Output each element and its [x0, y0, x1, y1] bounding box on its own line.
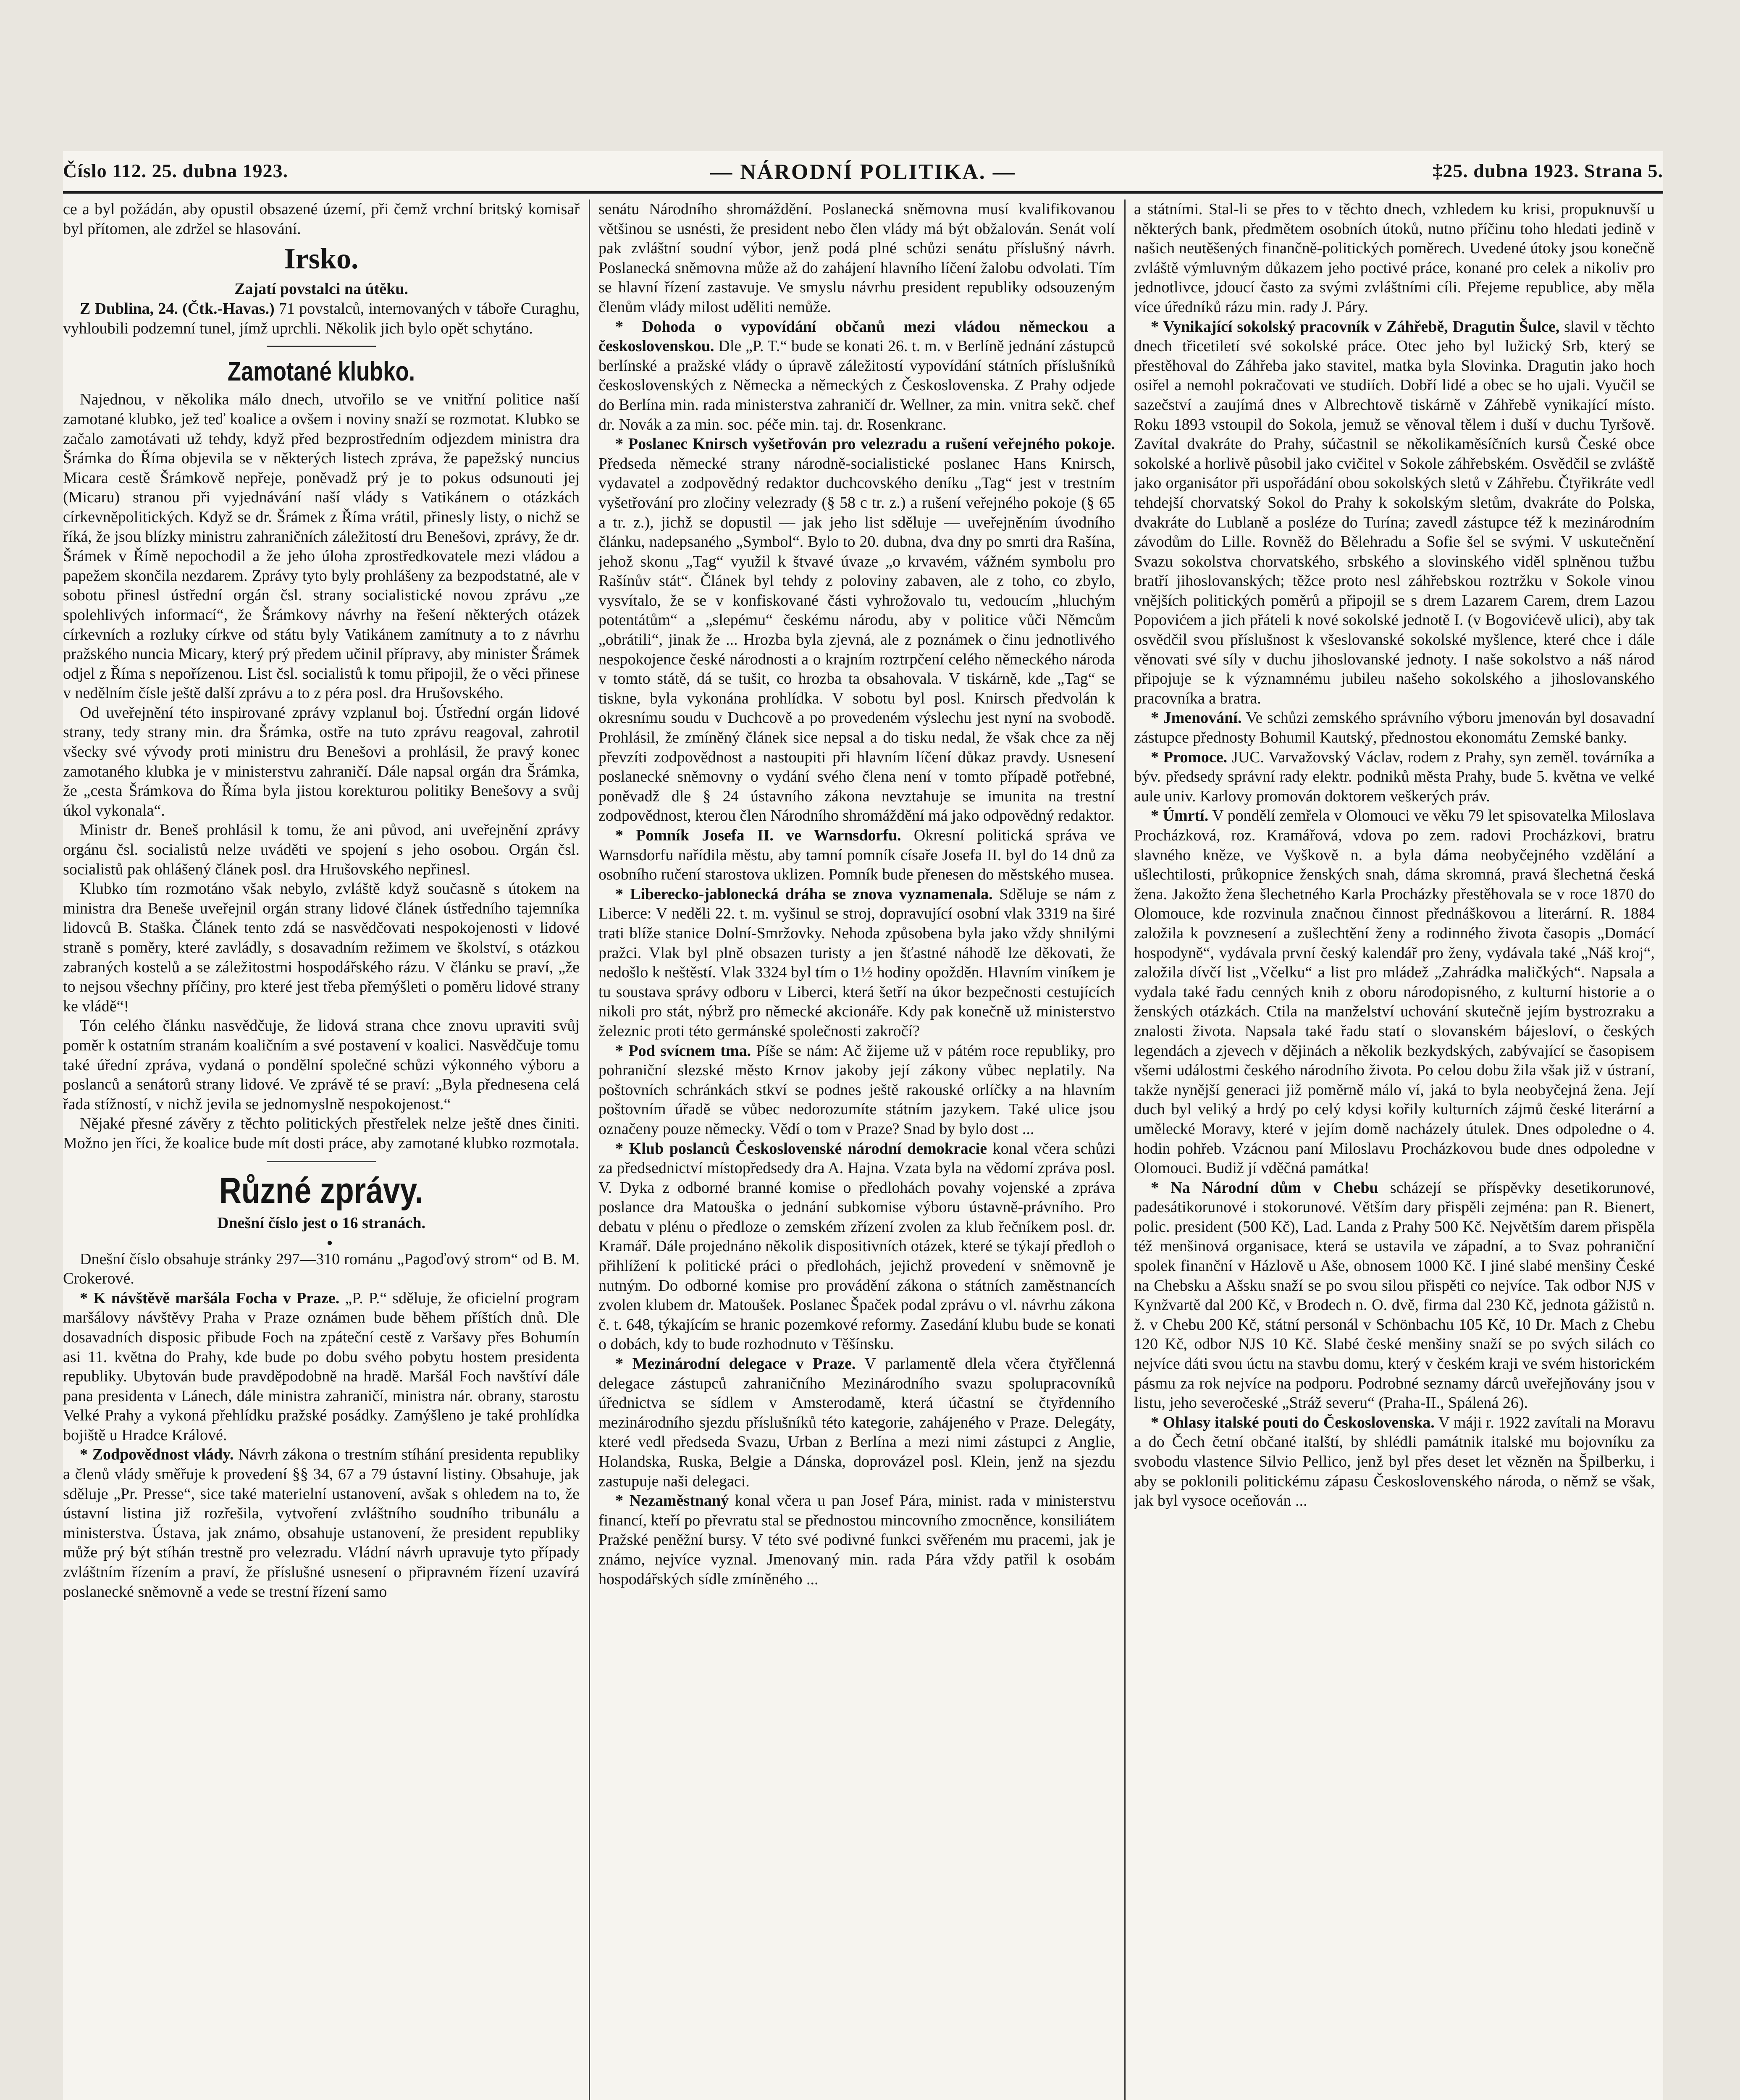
- news-item: [598, 885, 1115, 1041]
- item-lead: * Zodpovědnost vlády.: [80, 1446, 234, 1464]
- paragraph: Tón celého článku nasvědčuje, že lidová strana chce znovu upraviti svůj poměr k ostatním stranám koaličním a své postavení v koalici. Nasvědčuje tomu také úřední zpráva, vydaná o pondělní společné schůzi výkonného výboru a poslanců a senátorů strany lidové. Ve zprávě té se praví: „Byla přednesena celá řada stížností, v nichž jevila se jednomyslně nespokojenost.“: [63, 1017, 580, 1113]
- item-text: konal včera u pan Josef Pára, minist. rada v ministerstvu financí, kteří po převratu stal se přednostou mincovního zmocněnce, konsiliátem Pražské peněžní bursy. V této své podivné funkci svěřeném mu pracemi, jak je známo, nejvíce vyznal. Jmenovaný min. rada Pára vždy patřil k osobám hospodářských sídle zmíněného ...: [598, 1492, 1115, 1588]
- newspaper-title: — NÁRODNÍ POLITIKA. —: [710, 160, 1016, 184]
- item-lead: * Pod svícnem tma.: [615, 1042, 751, 1060]
- item-lead: * Na Národní dům v Chebu: [1151, 1179, 1378, 1197]
- news-item: [63, 1445, 580, 1601]
- item-text: Předseda německé strany národně-socialistické poslanec Hans Knirsch, vydavatel a zodpovědný redaktor duchcovského deníku „Tag“ jest v trestním vyšetřování pro zločiny velezrady (§ 58 c tr. z.) a rušení veřejného pokoje (§ 65 a tr. z.), jichž se dopustil — jak jeho list sděluje — uveřejněním úvodního článku, nadepsaného „Symbol“. Bylo to 20. dubna, dva dny po smrti dra Rašína, jehož skonu „Tag“ využil k štvavé úvaze „o krvavém, vážném symbolu pro Rašínův stát“. Článek byl tehdy z poloviny zabaven, ale z toho, co zbylo, vysvítalo, že se v konfiskované části vyhrožovalo tu, vedoucím „hluchým potentátům“ a „slepému“ českému národu, aby v politice vůči Němcům „obrátili“, jinak že ... Hrozba byla zjevná, ale z poznámek o činu jednotlivého nespokojence české národnosti a o krajním roztrpčení celého německého národa v tomto státě, dá se tušit, co hrozba ta obsahovala. V tiskárně, kde „Tag“ se tiskne, byla vykonána prohlídka. V sobotu byl posl. Knirsch předvolán k okresnímu soudu v Duchcově a po provedeném výslechu jest nyní na svobodě. Prohlásil, že zmíněný článek sice nepsal a do tisku nedal, že však chce za něj převzíti zodpovědnost a nastoupiti při hlavním líčení důkaz pravdy. Usnesení poslanecké sněmovny o vydání svého člena není v tomto případě potřebné, poněvadž dle § 24 ústavního zákona nevztahuje se imunita na trestní zodpovědnost, kterou člen Národního shromáždění má jako odpovědný redaktor.: [598, 454, 1115, 825]
- issue-number: Číslo 112. 25. dubna 1923.: [63, 160, 288, 181]
- separator: [267, 1161, 376, 1162]
- bullet-dot: •: [327, 1234, 333, 1252]
- news-item: [598, 1354, 1115, 1491]
- paragraph: Ministr dr. Beneš prohlásil k tomu, že ani původ, ani uveřejnění zprávy orgánu čsl. socialistů nelze uváděti ve spojení s jeho osobou. Orgán čsl. socialistů pak ohlášený článek posl. dra Hrušovského nepřinesl.: [63, 821, 580, 878]
- item-lead: * Úmrtí.: [1151, 807, 1209, 825]
- column-1: [63, 200, 580, 2100]
- item-text: V parlamentě dlela včera čtyřčlenná delegace zástupců zahraničního Mezinárodního svazu spolupracovníků úřednictva se sídlem v Amsterodamě, která účastní se čtyřdenního mezinárodního sjezdu příslušníků této kategorie, zahájeného v Praze. Delegáty, které vedl předseda Svazu, Urban z Berlína a mezi nimi zástupci z Anglie, Holandska, Ruska, Belgie a Dánska, doprovázel posl. Klein, jenž na sjezdu zastupuje naši delegaci.: [598, 1355, 1115, 1490]
- item-lead: * Nezaměstnaný: [615, 1492, 729, 1510]
- item-lead: * Ohlasy italské pouti do Československa.: [1151, 1413, 1435, 1431]
- section-title-irsko: Irsko.: [284, 243, 359, 276]
- page-number: ‡25. dubna 1923. Strana 5.: [1433, 160, 1663, 181]
- item-text: scházejí se příspěvky desetikorunové, padesátikorunové i stokorunové. Větším dary přispěli zejména: pan R. Bienert, polic. president (500 Kč), Lad. Landa z Prahy 500 Kč. Největším darem přispěla též menšinová organisace, která se ustavila ve západní, a to Svaz pohraniční spolek finanční v Házlově u Aše, obnosem 1000 Kč. I jiné slabé menšiny České na Chebsku a Ašsku snaží se po svou silou přispěti co nejvíce. Tak odbor NJS v Kynžvartě dal 200 Kč, v Brodech n. O. dvě, firma dal 230 Kč, jednota gážistů n. ž. v Chebu 200 Kč, státní personál v Schönbachu 105 Kč, 10 Dr. Mach z Chebu 120 Kč, odbor NJS 10 Kč. Slabé české menšiny snaží se po svých silách co nejvíce dáti svou úctu na stavbu domu, který v českém kraji ve svém historickém pásmu za rok nejvíce na podporu. Podrobné seznamy dárců uveřejňovány jsou v listu, jeho severočeské „Stráž severu“ (Praha-II., Spálená 26).: [1134, 1179, 1655, 1412]
- news-item: [598, 1491, 1115, 1589]
- news-item: [1134, 806, 1655, 1178]
- item-lead: * Klub poslanců Československé národní demokracie: [615, 1139, 987, 1158]
- headline-ruzne-zpravy: Různé zprávy.: [219, 1170, 424, 1211]
- header-rule: [63, 191, 1663, 194]
- paragraph: Dnešní číslo obsahuje stránky 297—310 románu „Pagoďový strom“ od B. M. Crokerové.: [63, 1250, 580, 1288]
- news-item: [598, 1041, 1115, 1139]
- paragraph: Nějaké přesné závěry z těchto politických přestřelek nelze ještě dnes činiti. Možno jen říci, že koalice bude mít dosti práce, aby zamotané klubko rozmotala.: [63, 1115, 580, 1152]
- item-text: Návrh zákona o trestním stíhání presidenta republiky a členů vlády směřuje k provedení §§ 34, 67 a 79 ústavní listiny. Obsahuje, jak sděluje „Pr. Presse“, sice také materielní ustanovení, avšak s ohledem na to, že ústavní listina již rozřešila, vytvoření zvláštního soudního tribunálu a ministerstva. Ústava, jak známo, obsahuje ustanovení, že president republiky může prý být stíhán trestně pro velezradu. Vládní návrh upravuje tyto případy zvláštním řízením a praví, že příslušné usnesení o připravném řízení uzavírá poslanecké sněmovně a vede se trestní řízení samo: [63, 1446, 580, 1601]
- item-text: Dle „P. T.“ bude se konati 26. t. m. v Berlíně jednání zástupců berlínské a pražské vlády o úpravě záležitostí vypovídání státních příslušníků československých z Německa a německých z Československa. Z Prahy odjede do Berlína min. rada ministerstva zahraničí dr. Wellner, za min. vnitra sekč. chef dr. Novák a za min. soc. péče min. taj. dr. Rosenkranc.: [598, 337, 1115, 433]
- news-item: [1134, 748, 1655, 806]
- article-subtitle: Zajatí povstalci na útěku.: [234, 280, 408, 298]
- news-item: [1134, 708, 1655, 747]
- item-text: slavil v těchto dnech třicetiletí své sokolské práce. Otec jeho byl lužický Srb, který se přestěhoval do Záhřeba jako stavitel, matka byla Slovinka. Dragutin jako hoch osiřel a nemohl pokračovati ve studiích. Dobří lidé a obec se ho ujali. Vyučil se sazečství a zaujímá dnes v Albrechtově tiskárně v Záhřebě vynikající místo. Roku 1893 vstoupil do Sokola, jemuž se věnoval tělem i duší v duchu Tyršově. Zavítal dvakráte do Prahy, súčastnil se několikaměsíčních kursů České obce sokolské a horlivě působil jako cvičitel v Sokole záhřebském. Osvědčil se zvláště jako organisátor při uspořádání obou sokolských sletů v Záhřebu. Čtyřikráte vedl tehdejší chorvatský Sokol do Prahy k sokolským sletům, dvakráte do Polska, dvakráte do Lublaně a posléze do Turína; zavedl zástupce též k mezinárodním závodům do Lille. Rovněž do Bělehradu a Sofie šel se svými. V uskutečnění Svazu sokolstva chorvatského, srbského a slovinského viděl splněnou tužbu bratří jihoslovanských; těžce proto nesl záhřebskou roztržku v Sokole vinou vnějších politických poměrů a připojil se s drem Lazarem Carem, drem Lazou Popovićem a jich přáteli k nové sokolské jednotě I. (v Bogovićevě ulici), aby tak osvědčil svou příslušnost k všeslovanské sokolské myšlence, které chce i dále věnovati své síly v duchu jihoslovanské jednoty. I naše sokolstvo a náš národ připojuje se k významnému jubileu našeho sokolského a jihoslovanského pracovníka a bratra.: [1134, 318, 1655, 707]
- article-body: [63, 299, 580, 338]
- paragraph: Od uveřejnění této inspirované zprávy vzplanul boj. Ústřední orgán lidové strany, tedy strany min. dra Šrámka, ostře na tuto zprávu reagoval, zahrotil všecky své vývody proti ministru dru Benešovi a prohlásil, že pravý konec zamotaného klubka je v ministerstvu zahraničí. Dále napsal orgán dra Šrámka, že „cesta Šrámkova do Říma byla jistou korekturou politiky Benešovy a svůj úkol vykonala“.: [63, 704, 580, 819]
- news-item: [598, 434, 1115, 826]
- item-text: V pondělí zemřela v Olomouci ve věku 79 let spisovatelka Miloslava Procházková, roz. Kramářová, vdova po zem. radovi Procházkovi, bratru slavného kněze, ve Vyškově n. a byla dáma neobyčejného vzdělání a ušlechtilosti, průkopnice ženských snah, dáma skromná, pravá šlechetná česká žena. Jakožto žena šlechetného Karla Procházky přestěhovala se v roce 1870 do Olomouce, kde rozvinula značnou činnost přednáškovou a literární. R. 1884 založila k povznesení a zušlechtění ženy a rodinného života časopis „Domácí hospodyně“, vydávala první český kalendář pro ženy, vydávala také „Náš kroj“, založila dívčí list „Včelku“ a list pro mládež „Zahrádka maličkých“. Napsala a vydala také řadu cenných knih z oboru národopisného, z kulturní historie a o ženských otázkách. Ctila na manželství uchování skutečně jejím bystrozraku a znalosti života. Napsala také řadu statí o slovanském bájesloví, o českých legendách a zjevech v dějinách a několik bezkydských, zabývající se časopisem všemi událostmi českého národního života. Po celou dobu žila však již v ústraní, takže nynější generaci již poměrně málo ví, jaká to byla neobyčejná žena. Její duch byl veliký a hrdý po celý kdysi kořily kulturních zájmů české literární a umělecké Moravy, které v jejím domě nacházely útulek. Dnes odpoledne o 4. hodin pohřeb. Vzácnou paní Miloslavu Procházkovou bude dnes odpoledne v Olomouci. Budiž jí vděčná památka!: [1134, 807, 1655, 1177]
- item-lead: * Liberecko-jablonecká dráha se znova vyznamenala.: [615, 885, 993, 903]
- column-divider: [589, 200, 590, 2100]
- column-3: [1134, 200, 1655, 2100]
- article-continuation: ce a byl požádán, aby opustil obsazené území, při čemž vrchní britský komisař byl přítomen, ale zdržel se hlasování.: [63, 200, 580, 238]
- item-text: Sděluje se nám z Liberce: V neděli 22. t. m. vyšinul se stroj, dopravující osobní vlak 3319 na širé trati blíže stanice Dolní-Smržovky. Nehoda způsobena byla jako vždy shnilými pražci. Vlak byl plně obsazen turisty a jen šťastné náhodě lze děkovati, že nedošlo k neštěstí. Vlak 3324 byl tím o 1½ hodiny opožděn. Hlavním viníkem je tu soustava správy odboru v Liberci, která šetří na úkor bezpečnosti cestujících nikoli pro stát, nýbrž pro německé akcionáře. Kdy pak konečně už ministerstvo železnic proti této germánské společnosti zakročí?: [598, 885, 1115, 1040]
- article-lead: Z Dublina, 24. (Čtk.-Havas.): [80, 300, 275, 318]
- item-lead: * Pomník Josefa II. ve Warnsdorfu.: [615, 827, 901, 844]
- item-text: Píše se nám: Ač žijeme už v pátém roce republiky, pro pohraniční slezské město Krnov jakoby její zákony vůbec neplatily. Na poštovních schránkách stkví se podnes ještě rakouské orlíčky a na hlavním poštovním úřadě se vůbec nedorozumíte státním jazykem. Také ulice jsou označeny pouze německy. Vědí o tom v Praze? Snad by bylo dost ...: [598, 1042, 1115, 1138]
- item-text: JUC. Varvažovský Václav, rodem z Prahy, syn zeměl. továrníka a býv. předsedy správní rady elektr. podniků města Prahy, bude 5. května ve velké aule univ. Karlovy promován doktorem veškerých práv.: [1134, 748, 1655, 805]
- item-text: Ve schůzi zemského správního výboru jmenován byl dosavadní zástupce přednosty Bohumil Kautský, přednostou ekonomátu Zemské banky.: [1134, 709, 1655, 747]
- newspaper-page: [63, 151, 1663, 2100]
- news-item: [1134, 1413, 1655, 1511]
- item-text: V máji r. 1922 zavítali na Moravu a do Čech četní občané italští, by shlédli památnik italské mu bojovníku za svobodu vlastence Silvio Pellico, jenž byl přes deset let vězněn na Špilberku, i aby se poklonili politickému zápasu Československého národa, o němž se však, jak byl vysoce oceňován ...: [1134, 1413, 1655, 1510]
- item-text: Okresní politická správa ve Warnsdorfu nařídila městu, aby tamní pomník císaře Josefa II. byl do 14 dnů za osobního ručení starostova uklizen. Pomník bude přenesen do městského musea.: [598, 827, 1115, 884]
- item-lead: * K návštěvě maršála Focha v Praze.: [80, 1289, 340, 1307]
- news-item: [63, 1289, 580, 1445]
- news-item: [1134, 317, 1655, 709]
- item-lead: * Jmenování.: [1151, 709, 1242, 727]
- item-lead: * Vynikající sokolský pracovník v Záhřebě, Dragutin Šulce,: [1151, 318, 1560, 336]
- item-text: konal včera schůzi za předsednictví místopředsedy dra A. Hajna. Vzata byla na vědomí zpráva posl. V. Dyka z odborné branné komise o předlohách povahy vojenské a zpráva poslance dra Matouška o jednání subkomise výboru ústavně-právního. Pro debatu v plénu o předloze o zemském zřízení zvolen za klub řečníkem posl. dr. Kramář. Dále projednáno několik dispositivních otázek, které se týkají předloh o přihlížení k politické práci o předlohách, jejichž provedení v sněmovně je nutným. Do odborné komise pro provádění zákona o státních zaměstnancích zvolen klubem dr. Matoušek. Poslanec Špaček podal zprávu o vl. návrhu zákona č. t. 648, týkajícím se hranic pozemkové reformy. Zasedání klubu bude se konati o dobách, kdy to bude rozhodnuto v Těšínsku.: [598, 1139, 1115, 1353]
- item-lead: * Poslanec Knirsch vyšetřován pro velezradu a rušení veřejného pokoje.: [615, 435, 1115, 453]
- article-continuation: senátu Národního shromáždění. Poslanecká sněmovna musí kvalifikovanou většinou se usnésti, že president nebo člen vlády má být obžalován. Senát volí pak zvláštní soudní výbor, jenž podá plné schůzi senátu příslušný návrh. Poslanecká sněmovna může až do zahájení hlavního líčení žalobu odvolati. Tím se hlavní řízení zastavuje. Ve smyslu návrhu president republiky odsouzeným členům vlády milost uděliti nemůže.: [598, 200, 1115, 316]
- separator: [267, 346, 376, 347]
- item-lead: * Dohoda o vypovídání občanů mezi vládou německou a československou.: [598, 318, 1115, 355]
- column-2: [598, 200, 1115, 2100]
- item-text: „P. P.“ sděluje, že oficielní program maršálovy návštěvy Praha v Praze oznámen bude během příštích dnů. Dle dosavadních disposic přibude Foch na zpáteční cestě z Varšavy přes Bohumín asi 11. května do Prahy, kde bude po dobu svého pobytu hostem presidenta republiky. Ubytován bude pravděpodobně na hradě. Maršál Foch navštíví dále pana presidenta v Lánech, dále ministra zahraničí, ministra nár. obrany, starostu Velké Prahy a vykoná přehlídku pražské posádky. Zamýšleno je také prohlídka bojiště u Hradce Králové.: [63, 1289, 580, 1444]
- paragraph: Najednou, v několika málo dnech, utvořilo se ve vnitřní politice naší zamotané klubko, jež teď koalice a ovšem i noviny snaží se rozmotat. Klubko se začalo zamotávati už tehdy, když před bezprostředním odjezdem ministra dra Šrámka do Říma objevila se v některých listech zpráva, že papežský nuncius Micara cestě Šrámkově nepřeje, poněvadž prý je to pokus odsunouti jej (Micaru) stranou při vyjednávání naší vlády s Vatikánem o otázkách církevněpolitických. Když se dr. Šrámek z Říma vrátil, přinesly listy, o nichž se říká, že jsou blízky ministru zahraničních záležitostí dru Benešovi, zprávy, že dr. Šrámek v Římě nepochodil a že jeho úloha zprostředkovatele mezi vládou a papežem skončila nezdarem. Zprávy tyto byly prohlášeny za bezpodstatné, ale v sobotu přinesl ústřední orgán čsl. strany socialistické novou zprávu „ze spolehlivých informací“, že Šrámkovy návrhy na řešení některých otázek církevních a rozluky církve od státu byly Vatikánem zamítnuty a to z návrhu pražského nuncia Micary, který prý předem učinil přípravy, aby minister Šrámek odjel z Říma s nepořízenou. List čsl. socialistů k tomu připojil, že o věci přinese v nedělním čísle ještě další zprávu a to z péra posl. dra Hrušovského.: [63, 391, 580, 702]
- masthead: [63, 160, 1663, 185]
- paragraph: Klubko tím rozmotáno však nebylo, zvláště když současně s útokem na ministra dra Beneše uveřejnil orgán strany lidové článek ústředního tajemníka lidovců B. Staška. Článek tento zdá se nasvědčovati nespokojenosti v lidové straně s poměry, které zavládly, s dosavadním režimem ve školství, s otázkou zabraných kostelů a se záležitostmi hospodářského rázu. V článku se praví, „že to nejsou všechny příčiny, pro které jest třeba přemýšleti o poměru lidové strany ke vládě“!: [63, 880, 580, 1015]
- news-item: [1134, 1178, 1655, 1413]
- column-divider: [1124, 200, 1126, 2100]
- news-item: [598, 826, 1115, 885]
- article-text: 71 povstalců, internovaných v táboře Curaghu, vyhloubili podzemní tunel, jímž uprchli. Několik jich bylo opět schytáno.: [63, 300, 580, 337]
- item-lead: * Promoce.: [1151, 748, 1228, 766]
- news-item: [598, 317, 1115, 435]
- item-lead: * Mezinárodní delegace v Praze.: [615, 1355, 856, 1373]
- issue-note: Dnešní číslo jest o 16 stranách.: [217, 1214, 426, 1232]
- headline-zamotane-klubko: Zamotané klubko.: [227, 356, 415, 387]
- article-continuation: a státními. Stal-li se přes to v těchto dnech, vzhledem ku krisi, propuknuvší u některých bank, předmětem osobních útoků, nutno příčinu toho hledati jedině v našich neutěšených finančně-politických poměrech. Uvedené útoky jsou konečně zvláště výmluvným důkazem jeho poctivé práce, konané pro celek a nikoliv pro jednotlivce, jdoucí často za svými zvláštními cíli. Přejeme republice, aby měla více úředníků rázu min. rady J. Páry.: [1134, 200, 1655, 316]
- news-item: [598, 1139, 1115, 1354]
